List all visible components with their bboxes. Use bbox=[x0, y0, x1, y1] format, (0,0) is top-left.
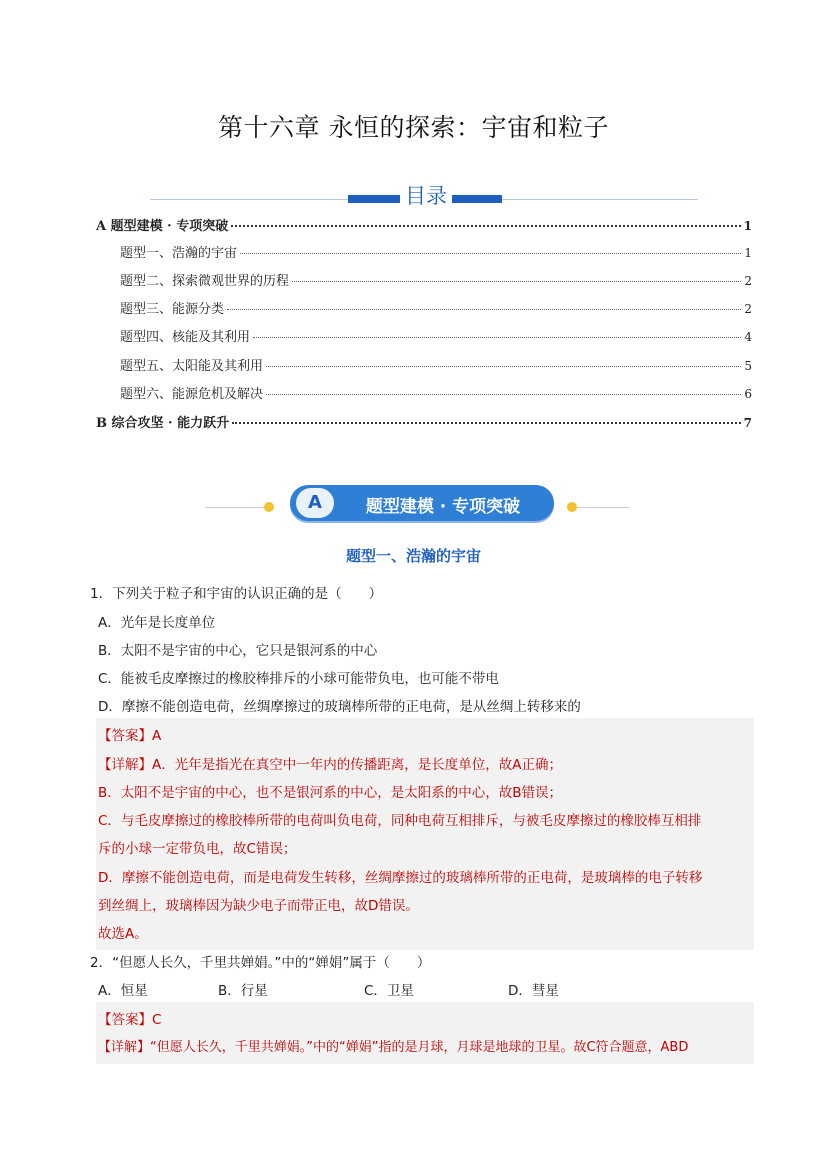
detail-text: “但愿人长久，千里共婵娟。”中的“婵娟”指的是月球，月球是地球的卫星。故C符合题意，ABD bbox=[150, 1040, 689, 1055]
question-2-answer bbox=[98, 1008, 161, 1028]
toc-rule-left bbox=[150, 199, 348, 200]
banner-letter-badge: A bbox=[296, 488, 334, 518]
toc-entry-label: 题型四、核能及其利用 bbox=[120, 330, 251, 345]
banner-rule-left bbox=[205, 507, 265, 508]
detail-tag: 【详解】 bbox=[98, 1040, 151, 1055]
question-2-option-a: A．恒星 bbox=[98, 983, 148, 999]
question-1-option-a: A．光年是长度单位 bbox=[98, 615, 216, 631]
toc-leader bbox=[292, 281, 741, 282]
banner-dot-left bbox=[264, 502, 274, 512]
answer-tag: 【答案】 bbox=[98, 1012, 152, 1028]
question-1-answer bbox=[98, 724, 161, 744]
toc-leader bbox=[266, 394, 741, 395]
question-1-detail-line-4: 斥的小球一定带负电，故C错误； bbox=[98, 841, 297, 857]
toc-leader bbox=[227, 309, 741, 310]
question-1-option-b: B．太阳不是宇宙的中心，它只是银河系的中心 bbox=[98, 643, 378, 659]
toc-label: 目录 bbox=[405, 184, 447, 208]
question-1-detail-line-6: 到丝绸上，玻璃棒因为缺少电子而带正电，故D错误。 bbox=[98, 898, 419, 914]
question-1-stem: 1．下列关于粒子和宇宙的认识正确的是（ ） bbox=[90, 586, 383, 602]
toc-entry-page: 2 bbox=[744, 302, 752, 316]
toc-leader bbox=[240, 253, 741, 254]
toc-header bbox=[150, 180, 698, 220]
detail-text: A．光年是指光在真空中一年内的传播距离，是长度单位，故A正确； bbox=[152, 757, 562, 773]
question-2-option-c: C．卫星 bbox=[364, 983, 414, 999]
toc-leader bbox=[266, 366, 741, 367]
toc-entry-label: B 综合攻坚 · 能力跃升 bbox=[96, 416, 230, 431]
toc-entry-page: 2 bbox=[744, 274, 752, 288]
question-1-option-d: D．摩擦不能创造电荷，丝绸摩擦过的玻璃棒所带的正电荷，是从丝绸上转移来的 bbox=[98, 699, 581, 715]
answer-value: A bbox=[152, 728, 162, 744]
question-2-detail bbox=[98, 1036, 688, 1055]
question-2-option-b: B．行星 bbox=[218, 983, 268, 999]
question-1-detail-line-1 bbox=[98, 753, 562, 773]
toc-entry-page: 5 bbox=[744, 359, 752, 373]
toc-entry-page: 7 bbox=[743, 416, 752, 430]
toc-entry-label: A 题型建模 · 专项突破 bbox=[96, 219, 229, 234]
toc-entry-b[interactable] bbox=[96, 412, 752, 431]
toc-entry-page: 4 bbox=[744, 330, 752, 344]
question-1-option-c: C．能被毛皮摩擦过的橡胶棒排斥的小球可能带负电，也可能不带电 bbox=[98, 671, 499, 687]
toc-entry-6[interactable] bbox=[120, 383, 752, 402]
question-1-detail-line-3: C．与毛皮摩擦过的橡胶棒所带的电荷叫负电荷，同种电荷互相排斥，与被毛皮摩擦过的橡胶棒互相排 bbox=[98, 813, 702, 829]
toc-entry-1[interactable] bbox=[120, 242, 752, 261]
banner-title: 题型建模 · 专项突破 bbox=[365, 497, 521, 517]
toc-accent-right bbox=[452, 195, 502, 203]
toc-accent-left bbox=[348, 195, 400, 203]
toc-entry-page: 1 bbox=[744, 246, 752, 260]
banner-rule-right bbox=[577, 507, 629, 508]
question-1-detail-line-2: B．太阳不是宇宙的中心，也不是银河系的中心，是太阳系的中心，故B错误； bbox=[98, 785, 563, 801]
toc-entry-label: 题型一、浩瀚的宇宙 bbox=[120, 246, 238, 261]
toc-entry-a[interactable] bbox=[96, 215, 752, 234]
question-1-detail-line-7: 故选A。 bbox=[98, 926, 148, 942]
banner-dot-right bbox=[567, 502, 577, 512]
toc-leader bbox=[232, 422, 741, 424]
toc-entry-3[interactable] bbox=[120, 298, 752, 317]
toc-leader bbox=[253, 337, 741, 338]
toc-entry-label: 题型五、太阳能及其利用 bbox=[120, 359, 264, 374]
detail-tag: 【详解】 bbox=[98, 757, 152, 773]
toc-entry-2[interactable] bbox=[120, 270, 752, 289]
question-1-detail-line-5: D．摩擦不能创造电荷，而是电荷发生转移，丝绸摩擦过的玻璃棒所带的正电荷，是玻璃棒的电子转移 bbox=[98, 870, 703, 886]
toc-entry-page: 6 bbox=[744, 387, 752, 401]
toc-entry-label: 题型三、能源分类 bbox=[120, 302, 225, 317]
section-title: 题型一、浩瀚的宇宙 bbox=[345, 547, 481, 565]
toc-rule-right bbox=[502, 199, 698, 200]
toc-entry-5[interactable] bbox=[120, 355, 752, 374]
toc-entry-4[interactable] bbox=[120, 326, 752, 345]
question-2-stem: 2．“但愿人长久，千里共婵娟。”中的“婵娟”属于（ ） bbox=[90, 955, 431, 971]
question-2-option-d: D．彗星 bbox=[508, 983, 559, 999]
answer-value: C bbox=[152, 1012, 162, 1028]
toc-leader bbox=[231, 225, 740, 227]
page-title: 第十六章 永恒的探索：宇宙和粒子 bbox=[218, 113, 609, 142]
toc-entry-label: 题型六、能源危机及解决 bbox=[120, 387, 264, 402]
toc-entry-page: 1 bbox=[743, 219, 752, 233]
toc-entry-label: 题型二、探索微观世界的历程 bbox=[120, 274, 290, 289]
answer-tag: 【答案】 bbox=[98, 728, 152, 744]
